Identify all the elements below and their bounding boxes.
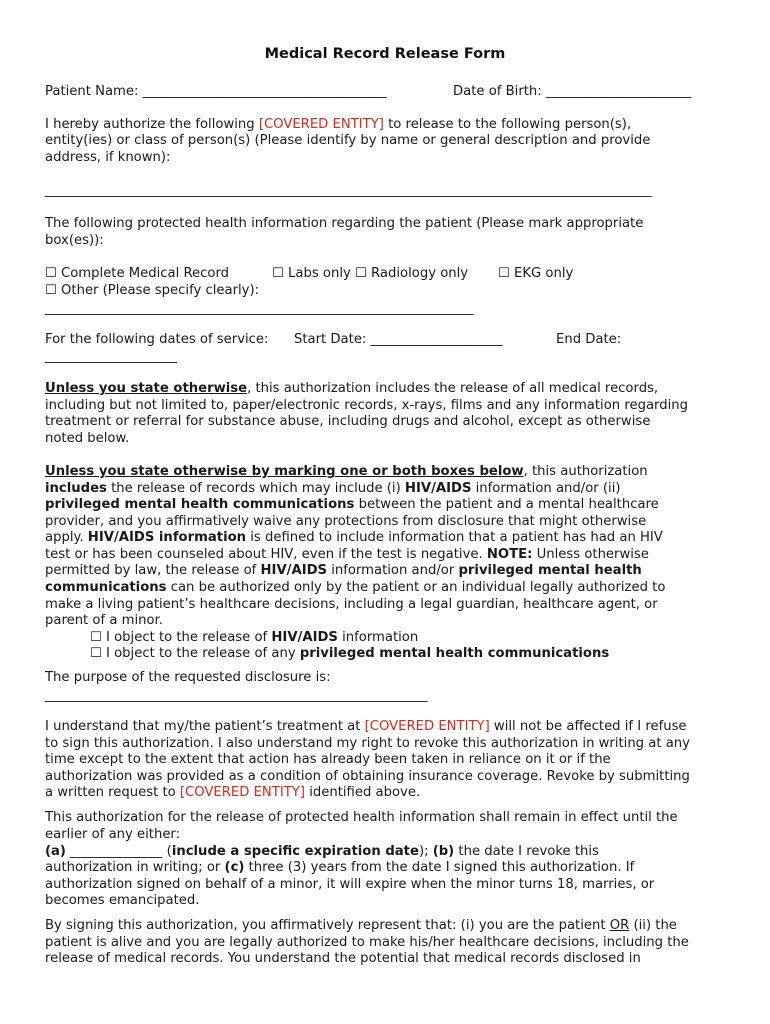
paragraph-line: authorization in writing; or (c) three (3) years from the date I signed this authorization. If: [45, 860, 635, 875]
object-hiv-row: ☐ I object to the release of HIV/AIDS information: [90, 630, 419, 645]
paragraph-line: communications can be authorized only by the patient or an individual legally authorized to: [45, 580, 666, 595]
checkbox-complete-medical-record[interactable]: ☐: [45, 266, 57, 281]
patient-name-field[interactable]: _____________________________________: [142, 84, 387, 99]
paragraph-line: (a) ______________ (include a specific expiration date); (b) the date I revoke this: [45, 844, 599, 859]
expiration-date-field[interactable]: ______________ (: [65, 844, 172, 859]
phi-options-row: [272, 266, 468, 283]
paragraph-line: parent of a minor.: [45, 613, 163, 628]
paragraph-line: test or has been counseled about HIV, even if the test is negative. NOTE: Unless otherwise: [45, 547, 649, 562]
paragraph-line: noted below.: [45, 431, 130, 446]
dob-field[interactable]: ______________________: [545, 84, 691, 99]
phi-line: box(es)):: [45, 233, 104, 248]
paragraph-line: I understand that my/the patient’s treatment at [COVERED ENTITY] will not be affected if I refuse: [45, 719, 687, 734]
paragraph-line: becomes emancipated.: [45, 893, 200, 908]
patient-name-row: [45, 84, 387, 101]
paragraph-line: earlier of any either:: [45, 827, 181, 842]
authorize-line: address, if known):: [45, 150, 171, 165]
object-mental-health-row: ☐ I object to the release of any privileged mental health communications: [90, 646, 610, 661]
paragraph-line: authorization signed on behalf of a minor, it will expire when the minor turns 18, marries, or: [45, 877, 655, 892]
paragraph-line: authorization was provided as a condition of obtaining insurance coverage. Revoke by submitting: [45, 769, 690, 784]
complete-record-label: Complete Medical Record: [61, 266, 230, 281]
paragraph-line: make a living patient’s healthcare decisions, including a legal guardian, healthcare agent, or: [45, 597, 658, 612]
phi-options-row: [498, 266, 573, 283]
covered-entity: [COVERED ENTITY]: [364, 719, 490, 734]
end-date-label: End Date:: [556, 332, 622, 347]
purpose-field[interactable]: __________________________________________________________: [45, 688, 428, 703]
paragraph-line: permitted by law, the release of HIV/AIDS information and/or privileged mental health: [45, 563, 642, 578]
paragraph-line: This authorization for the release of protected health information shall remain in effect until the: [45, 810, 678, 825]
paragraph-line: includes the release of records which may include (i) HIV/AIDS information and/or (ii): [45, 481, 621, 496]
covered-entity: [COVERED ENTITY]: [258, 117, 384, 132]
end-date-field[interactable]: ____________________: [45, 349, 177, 364]
checkbox-other[interactable]: ☐: [45, 283, 57, 298]
phi-options-row: [45, 266, 229, 283]
paragraph-line: a written request to [COVERED ENTITY] identified above.: [45, 785, 421, 800]
paragraph-line: Unless you state otherwise by marking one or both boxes below, this authorization: [45, 464, 648, 479]
dates-row: [45, 332, 269, 349]
dob-row: [453, 84, 691, 101]
paragraph-line: Unless you state otherwise, this authorization includes the release of all medical records,: [45, 381, 659, 396]
checkbox-object-mental-health[interactable]: ☐: [90, 646, 102, 661]
phi-line: The following protected health information regarding the patient (Please mark appropriate: [45, 216, 644, 231]
start-date-label: Start Date:: [294, 332, 367, 347]
covered-entity: [COVERED ENTITY]: [179, 785, 306, 800]
ekg-label: EKG only: [514, 266, 574, 281]
paragraph-line: patient is alive and you are legally authorized to make his/her healthcare decisions, including the: [45, 935, 689, 950]
paragraph-line: to sign this authorization. I also understand my right to revoke this authorization in writing at any: [45, 736, 690, 751]
purpose-label: The purpose of the requested disclosure is:: [45, 670, 331, 685]
dates-label: For the following dates of service:: [45, 332, 269, 347]
authorize-line: I hereby authorize the following [COVERED ENTITY] to release to the following person(s),: [45, 117, 632, 132]
dob-label: Date of Birth:: [453, 84, 542, 99]
recipient-field[interactable]: ____________________________________________________________________________________________: [45, 183, 652, 198]
start-date-row: [294, 332, 502, 349]
paragraph-line: including but not limited to, paper/electronic records, x-rays, films and any information regarding: [45, 398, 688, 413]
authorize-line: entity(ies) or class of person(s) (Please identify by name or general description and provide: [45, 133, 651, 148]
paragraph-line: privileged mental health communications between the patient and a mental healthcare: [45, 497, 659, 512]
paragraph-line: treatment or referral for substance abuse, including drugs and alcohol, except as otherwise: [45, 414, 651, 429]
checkbox-radiology[interactable]: ☐: [355, 266, 367, 281]
checkbox-ekg[interactable]: ☐: [498, 266, 510, 281]
labs-label: Labs only: [288, 266, 351, 281]
paragraph-line: release of medical records. You understand the potential that medical records disclosed in: [45, 951, 641, 966]
patient-name-label: Patient Name:: [45, 84, 139, 99]
paragraph-line: By signing this authorization, you affirmatively represent that: (i) you are the patient OR (ii) the: [45, 918, 677, 933]
other-field[interactable]: _________________________________________________________________: [45, 301, 474, 316]
paragraph-line: apply. HIV/AIDS information is defined to include information that a patient has had an HIV: [45, 530, 663, 545]
phi-other-row: [45, 283, 259, 300]
paragraph-line: time except to the extent that action has already been taken in reliance on it or if the: [45, 752, 611, 767]
checkbox-labs[interactable]: ☐: [272, 266, 284, 281]
radiology-label: Radiology only: [371, 266, 469, 281]
checkbox-object-hiv[interactable]: ☐: [90, 630, 102, 645]
page-title: Medical Record Release Form: [264, 46, 506, 62]
other-label: Other (Please specify clearly):: [61, 283, 260, 298]
start-date-field[interactable]: ____________________: [370, 332, 503, 347]
paragraph-line: provider, and you affirmatively waive any protections from disclosure that might otherwise: [45, 514, 647, 529]
